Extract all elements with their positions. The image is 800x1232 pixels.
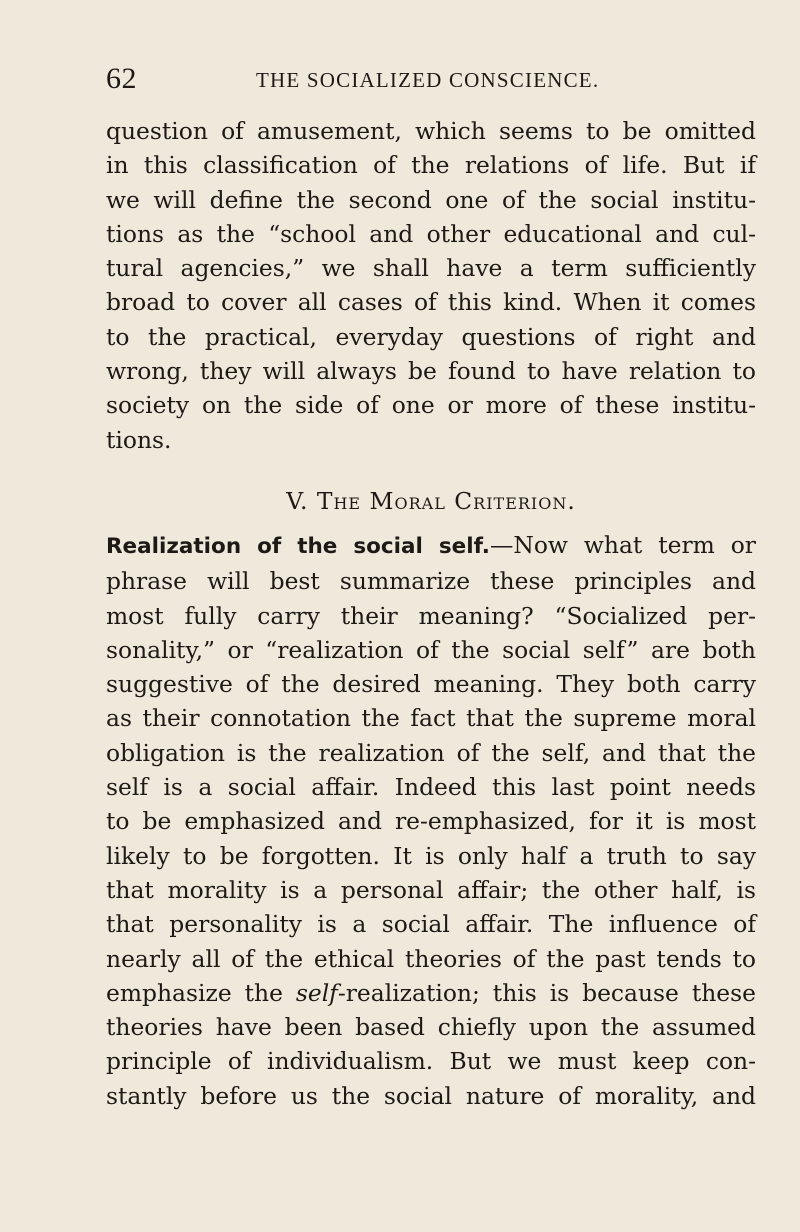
text-line: we will define the second one of the social institu- (106, 185, 756, 214)
text-line: phrase will best summarize these principles and (106, 567, 756, 596)
text-fragment: -realization; this is because these (337, 978, 756, 1007)
italic-word: self (295, 978, 338, 1007)
text-line (106, 976, 756, 1010)
text-line: stantly before us the social nature of morality, and (106, 1081, 756, 1110)
text-line: wrong, they will always be found to have relation to (106, 357, 756, 386)
text-line: that personality is a social affair. The influence of (106, 910, 756, 939)
text-fragment: —Now what term or (489, 531, 756, 559)
text-line: suggestive of the desired meaning. They both carry (106, 670, 756, 699)
text-fragment: emphasize the (106, 978, 296, 1007)
page-number: 62 (106, 62, 137, 95)
text-line: tions. (106, 425, 172, 454)
text-line: as their connotation the fact that the supreme moral (106, 704, 756, 733)
paragraph-2 (106, 528, 756, 1113)
text-line: obligation is the realization of the self, and that the (106, 738, 756, 767)
text-line (106, 528, 756, 564)
text-line: to the practical, everyday questions of right and (106, 322, 756, 351)
text-line: to be emphasized and re-emphasized, for it is most (106, 807, 756, 836)
text-line: in this classification of the relations of life. But if (106, 151, 756, 180)
text-line: society on the side of one or more of these institu- (106, 391, 756, 420)
text-line: theories have been based chiefly upon the assumed (106, 1013, 756, 1042)
text-line: tions as the “school and other educational and cul- (106, 219, 756, 248)
text-line: self is a social affair. Indeed this last point needs (106, 773, 756, 802)
text-line: tural agencies,” we shall have a term sufficiently (106, 254, 756, 283)
text-line: likely to be forgotten. It is only half a truth to say (106, 841, 756, 870)
page-header (106, 62, 760, 102)
text-line: sonality,” or “realization of the social self” are both (106, 635, 756, 664)
running-head: THE SOCIALIZED CONSCIENCE. (256, 68, 600, 92)
text-line: broad to cover all cases of this kind. When it comes (106, 288, 756, 317)
text-line: nearly all of the ethical theories of the past tends to (106, 944, 756, 973)
text-line: that morality is a personal affair; the other half, is (106, 875, 756, 904)
text-line: most fully carry their meaning? “Socialized per- (106, 601, 756, 630)
text-line: question of amusement, which seems to be omitted (106, 117, 756, 145)
paragraph-1 (106, 114, 756, 457)
section-heading: V. The Moral Criterion. (286, 487, 576, 515)
text-line: principle of individualism. But we must keep con- (106, 1047, 756, 1076)
paragraph-lead: Realization of the social self. (106, 534, 490, 559)
